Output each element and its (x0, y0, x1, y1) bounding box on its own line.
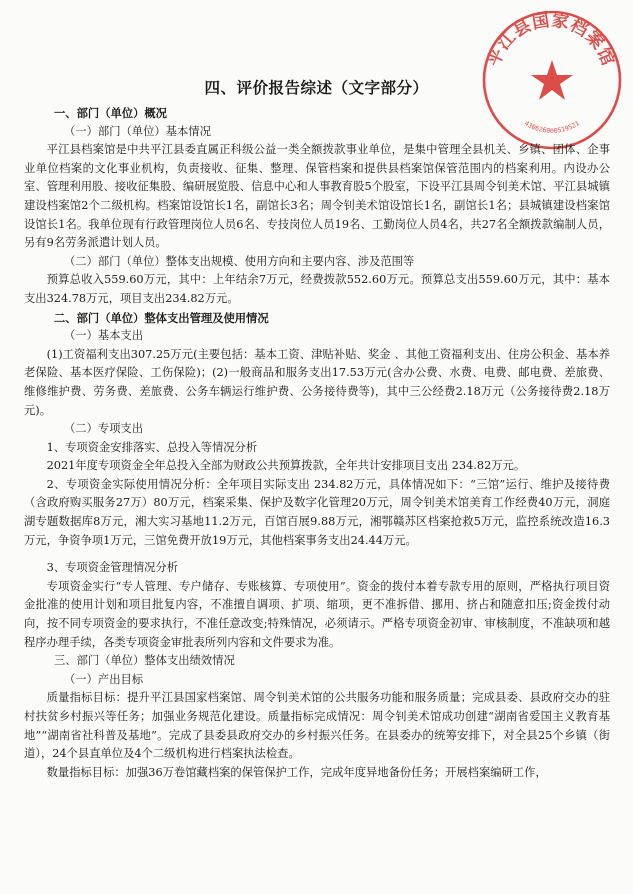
seal-text: 平江县国家档案馆 (483, 10, 619, 70)
body-paragraph: 3、专项资金管理情况分析 (46, 561, 179, 575)
body-paragraph: 质量指标目标：提升平江县国家档案馆、周令钊美术馆的公共服务功能和服务质量；完成县委、县政府交办的驻村扶贫乡村振兴等任务；加强业务规范化建设。质量指标完成情况：周令钊美术馆成功创建“湖南省爱国主义教育基地”“湖南省社科普及基地”。完成了县委县政府交办的乡村振兴任务。在县委办的统筹安排下，对全县25个乡镇（街道），24个县直单位及4个二级机构进行档案执法检查。 (24, 691, 610, 761)
body-paragraph: 2021年度专项资金全年总投入全部为财政公共预算拨款，全年共计安排项目支出 234.82万元。 (46, 459, 526, 473)
body-paragraph: 1、专项资金安排落实、总投入等情况分析 (46, 440, 258, 454)
body-paragraph: 专项资金实行“专人管理、专户储存、专账核算、专项使用”。资金的拨付本着专款专用的原则，严格执行项目资金批准的使用计划和项目批复内容，不准擅自调项、扩项、缩项，更不准拆借、挪用、挤占和随意扣压;资金拨付动向，按不同专项资金的要求执行，不准任意改变;特殊情况，必须请示。严格专项资金初审、审核制度，不准缺项和越程序办理手续，各类专项资金审批表所列内容和文件要求为准。 (24, 579, 610, 649)
body-paragraph: (1)工资福利支出307.25万元(主要包括：基本工资、津贴补贴、奖金 、其他工资福利支出、住房公积金、基本养老保险、基本医疗保险、工伤保险)；(2)一般商品和服务支出17.53万元(含办公费、水费、电费、邮电费、差旅费、维修维护费、劳务费、差旅费、公务车辆运行维护费、公务接待费等)，其中三公经费2.18万元（公务接待费2.18万元)。 (24, 347, 610, 417)
section-heading: 三、部门（单位）整体支出绩效情况 (54, 654, 235, 668)
section-heading: （二）部门（单位）整体支出规模、使用方向和主要内容、涉及范围等 (64, 254, 415, 268)
body-paragraph: 预算总收入559.60万元，其中：上年结余7万元，经费拨款552.60万元。预算总支出559.60万元，其中：基本支出324.78万元，项目支出234.82万元。 (24, 273, 610, 305)
page-title: 四、评价报告综述（文字部分） (204, 79, 429, 97)
seal-code: 430626000519521 (523, 119, 581, 135)
section-heading: （一）产出目标 (64, 672, 144, 686)
body-paragraph: 平江县档案馆是中共平江县委直属正科级公益一类全额拨款事业单位，是集中管理全县机关、乡镇、团体、企事业单位档案的文化事业机构，负责接收、征集、整理、保管档案和提供县档案馆保管范围内的档案利用。内设办公室、管理利用股、接收征集股、编研展览股、信息中心和人事教育股5个股室，下设平江县周令钊美术馆、平江县城镇建设档案馆2个二级机构。档案馆设馆长1名，副馆长3名；周令钊美术馆设馆长1名，副馆长1名；县城镇建设档案馆设馆长1名。我单位现有行政管理岗位人员6名、专技岗位人员19名、工勤岗位人员4名，共27名全额拨款编制人员，另有9名劳务派遣计划人员。 (24, 143, 610, 250)
section-heading: （一）基本支出 (64, 329, 144, 343)
svg-text:平江县国家档案馆 (483, 10, 619, 70)
section-heading: （二）专项支出 (64, 422, 144, 436)
section-heading: （一）部门（单位）基本情况 (64, 124, 211, 138)
section-heading: 二、部门（单位）整体支出管理及使用情况 (54, 310, 269, 325)
body-paragraph: 数量指标目标：加强36万卷馆藏档案的保管保护工作，完成年度异地备份任务；开展档案编研工作， (46, 765, 547, 779)
report-body (24, 104, 610, 782)
section-heading: 一、部门（单位）概况 (54, 106, 167, 120)
body-paragraph: 2、专项资金实际使用情况分析：全年项目实际支出 234.82万元，具体情况如下：“三馆”运行、维护及接待费（含政府购买服务27万）80万元，档案采集、保护及数字化管理20万元，周令钊美术馆美育工作经费40万元，洞庭湖专题数据库8万元，湘大实习基地11.2万元，百馆百展9.88万元，湘鄂赣苏区档案抢救5万元，监控系统改造16.3万元，争资争项1万元，三馆免费开放19万元，其他档案事务支出24.44万元。 (24, 477, 610, 547)
